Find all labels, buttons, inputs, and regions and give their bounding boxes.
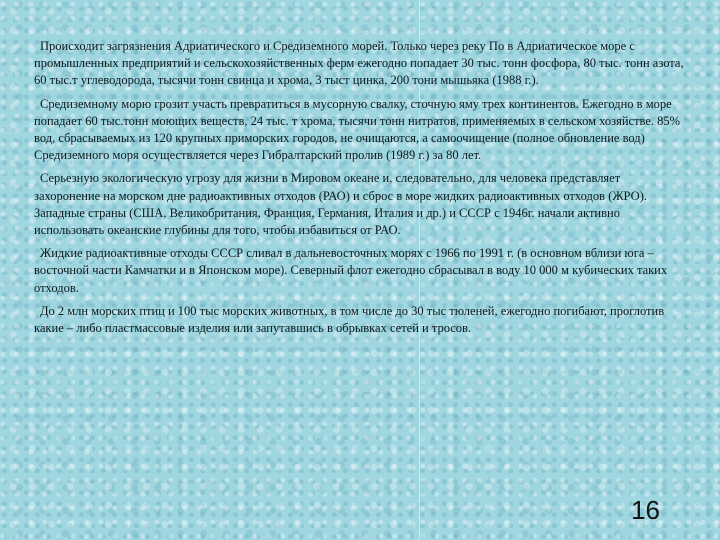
page-number: 16 [631, 495, 660, 525]
paragraph-radioactive-waste: Серьезную экологическую угрозу для жизни в Мировом океане и, следовательно, для человека представляет захоронение на морском дне радиоактивных отходов (РАО) и сброс в море жидких радиоактивных отходов (ЖРО). Западные страны (США, Великобритания, Франция, Германия, Италия и др.) и СССР с 1946г. начали активно использовать океанские глубины для того, чтобы избавиться от РАО. [34, 171, 647, 238]
paragraph-adriatic: Происходит загрязнения Адриатического и Средиземного морей. Только через реку По в Адриатическое море с промышленных предприятий и сельскохозяйственных ферм ежегодно попадает 30 тыс. тонн фосфора, 80 тыс. тонн азота, 60 тыс.т углеводорода, тысячи тонн свинца и хрома, 3 тыст цинка, 200 тони мышьяка (1988 г.). [34, 39, 684, 88]
paragraph-mediterranean: Средиземному морю грозит участь превратиться в мусорную свалку, сточную яму трех континентов. Ежегодно в море попадает 60 тыс.тонн моющих веществ, 24 тыс. т хрома, тысячи тонн нитратов, применяемых в сельском хозяйстве. 85% вод, сбрасываемых из 120 крупных приморских городов, не очищаются, а самоочищение (полное обновление вод) Средиземного моря осуществляется через Гибралтарский пролив (1989 г.) за 80 лет. [34, 96, 681, 163]
slide-body [28, 38, 688, 343]
paragraph-liquid-waste: Жидкие радиоактивные отходы СССР сливал в дальневосточных морях с 1966 по 1991 г. (в основном вблизи юга – восточной части Камчатки и в Японском море). Северный флот ежегодно сбрасывал в воду 10 000 м кубических таких отходов. [34, 246, 668, 295]
paragraph-marine-life: До 2 млн морских птиц и 100 тыс морских животных, в том числе до 30 тыс тюленей, ежегодно погибают, проглотив какие – либо пластмассовые изделия или запутавшись в обрывках сетей и тросов. [34, 303, 665, 336]
